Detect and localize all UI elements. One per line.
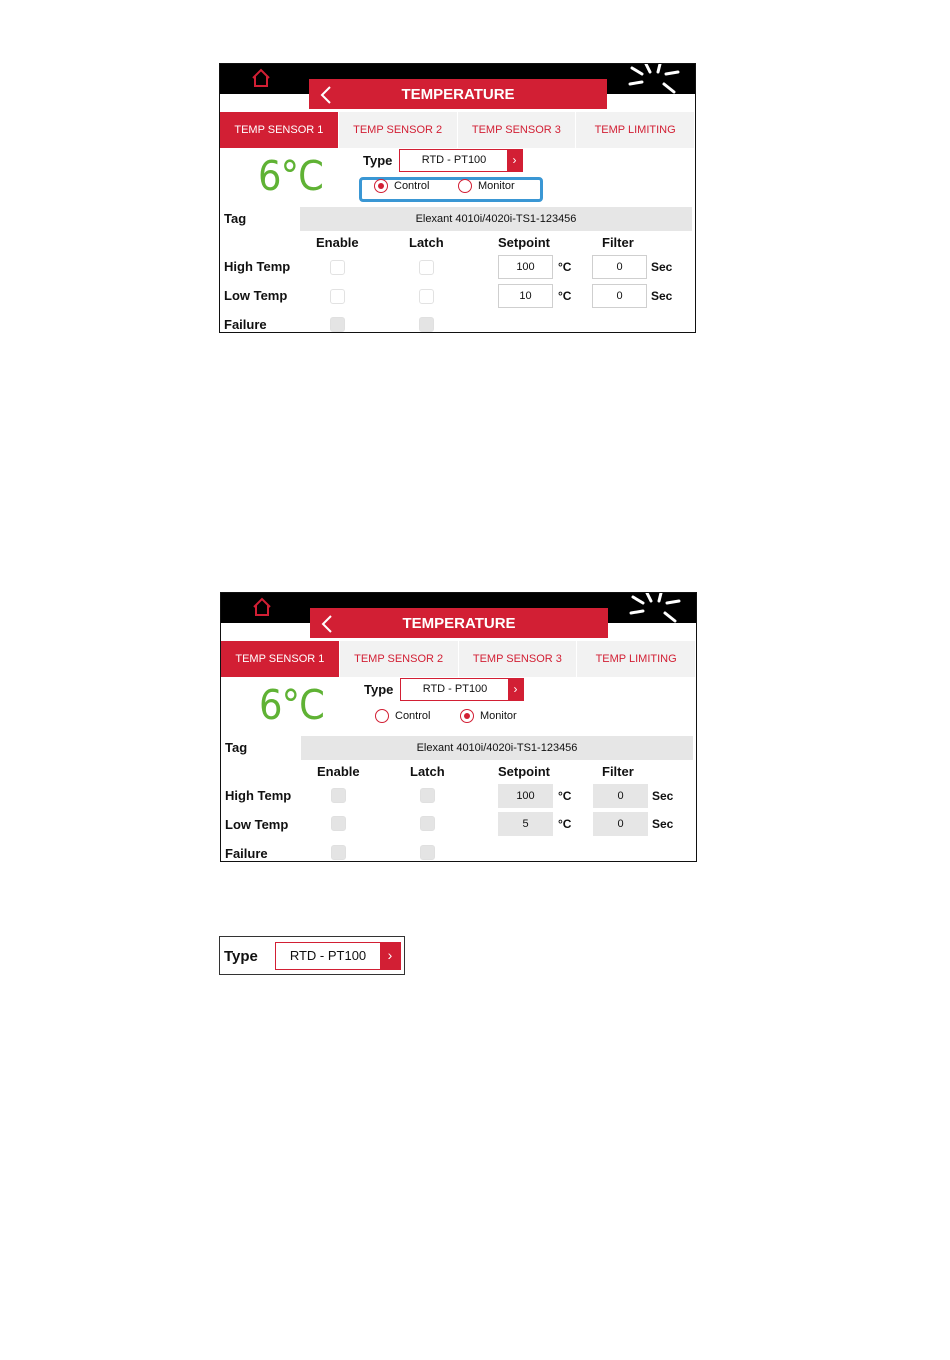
high-temp-setpoint-unit: °C bbox=[558, 789, 572, 803]
row-label-high-temp: High Temp bbox=[224, 259, 291, 274]
tab-temp-sensor-3[interactable]: TEMP SENSOR 3 bbox=[459, 641, 578, 677]
mode-radio-group bbox=[361, 707, 543, 729]
type-dropdown[interactable] bbox=[399, 149, 523, 172]
type-label: Type bbox=[364, 682, 394, 697]
tab-temp-limiting[interactable]: TEMP LIMITING bbox=[577, 641, 696, 677]
low-temp-filter-unit: Sec bbox=[652, 817, 674, 831]
radio-control-indicator[interactable] bbox=[375, 709, 389, 723]
failure-latch-checkbox bbox=[420, 845, 435, 860]
type-dropdown[interactable] bbox=[400, 678, 524, 701]
header-enable: Enable bbox=[317, 764, 360, 779]
high-temp-filter-input[interactable]: 0 bbox=[592, 255, 647, 279]
type-value: RTD - PT100 bbox=[421, 154, 487, 166]
chevron-right-icon[interactable]: › bbox=[507, 150, 522, 171]
high-temp-setpoint-unit: °C bbox=[558, 260, 572, 274]
loading-spinner-icon bbox=[624, 63, 684, 98]
low-temp-filter-input[interactable]: 0 bbox=[592, 284, 647, 308]
low-temp-setpoint-input: 5 bbox=[498, 812, 553, 836]
radio-monitor[interactable] bbox=[458, 179, 515, 193]
row-label-low-temp: Low Temp bbox=[225, 817, 289, 832]
failure-latch-checkbox bbox=[419, 317, 434, 332]
type-dropdown[interactable] bbox=[275, 942, 401, 970]
header-setpoint: Setpoint bbox=[498, 764, 550, 779]
radio-control-indicator[interactable] bbox=[374, 179, 388, 193]
failure-enable-checkbox bbox=[330, 317, 345, 332]
high-temp-filter-unit: Sec bbox=[651, 260, 673, 274]
page-title: TEMPERATURE bbox=[402, 615, 516, 632]
chevron-right-icon[interactable]: › bbox=[380, 943, 400, 969]
low-temp-enable-checkbox bbox=[331, 816, 346, 831]
low-temp-setpoint-unit: °C bbox=[558, 817, 572, 831]
type-value: RTD - PT100 bbox=[289, 948, 367, 963]
row-label-high-temp: High Temp bbox=[225, 788, 292, 803]
high-temp-enable-checkbox[interactable] bbox=[330, 260, 345, 275]
page-title: TEMPERATURE bbox=[401, 86, 515, 103]
tag-label: Tag bbox=[225, 740, 248, 755]
temperature-screen-control bbox=[219, 63, 696, 333]
high-temp-enable-checkbox bbox=[331, 788, 346, 803]
tag-label: Tag bbox=[224, 211, 247, 226]
radio-monitor-indicator[interactable] bbox=[460, 709, 474, 723]
high-temp-filter-input: 0 bbox=[593, 784, 648, 808]
chevron-right-icon[interactable]: › bbox=[508, 679, 523, 700]
row-label-low-temp: Low Temp bbox=[224, 288, 288, 303]
tab-temp-sensor-1[interactable]: TEMP SENSOR 1 bbox=[220, 112, 339, 148]
radio-monitor[interactable] bbox=[460, 709, 517, 723]
radio-control[interactable] bbox=[374, 179, 429, 193]
type-label: Type bbox=[363, 153, 393, 168]
low-temp-latch-checkbox bbox=[420, 816, 435, 831]
tag-field[interactable]: Elexant 4010i/4020i-TS1-123456 bbox=[301, 736, 693, 760]
failure-enable-checkbox bbox=[331, 845, 346, 860]
header-filter: Filter bbox=[602, 764, 634, 779]
page-title-bar bbox=[310, 608, 608, 638]
chevron-left-icon[interactable] bbox=[319, 85, 333, 105]
row-label-failure: Failure bbox=[224, 317, 267, 332]
radio-control-label: Control bbox=[394, 179, 430, 192]
radio-control[interactable] bbox=[375, 709, 430, 723]
tab-temp-sensor-2[interactable]: TEMP SENSOR 2 bbox=[340, 641, 459, 677]
header-enable: Enable bbox=[316, 235, 359, 250]
high-temp-filter-unit: Sec bbox=[652, 789, 674, 803]
header-filter: Filter bbox=[602, 235, 634, 250]
high-temp-setpoint-input[interactable]: 100 bbox=[498, 255, 553, 279]
page-title-bar bbox=[309, 79, 607, 109]
home-icon[interactable] bbox=[250, 67, 272, 89]
low-temp-filter-input: 0 bbox=[593, 812, 648, 836]
high-temp-latch-checkbox[interactable] bbox=[419, 260, 434, 275]
tab-bar bbox=[220, 112, 695, 148]
type-value: RTD - PT100 bbox=[422, 683, 488, 695]
tab-temp-limiting[interactable]: TEMP LIMITING bbox=[576, 112, 695, 148]
loading-spinner-icon bbox=[625, 592, 685, 627]
chevron-left-icon[interactable] bbox=[320, 614, 334, 634]
radio-control-label: Control bbox=[395, 709, 431, 722]
low-temp-setpoint-unit: °C bbox=[558, 289, 572, 303]
home-icon[interactable] bbox=[251, 596, 273, 618]
high-temp-latch-checkbox bbox=[420, 788, 435, 803]
header-latch: Latch bbox=[409, 235, 444, 250]
low-temp-enable-checkbox[interactable] bbox=[330, 289, 345, 304]
row-label-failure: Failure bbox=[225, 846, 268, 861]
low-temp-setpoint-input[interactable]: 10 bbox=[498, 284, 553, 308]
tab-temp-sensor-3[interactable]: TEMP SENSOR 3 bbox=[458, 112, 577, 148]
mode-radio-group bbox=[359, 177, 543, 202]
tag-field[interactable]: Elexant 4010i/4020i-TS1-123456 bbox=[300, 207, 692, 231]
temperature-screen-monitor bbox=[220, 592, 697, 862]
low-temp-filter-unit: Sec bbox=[651, 289, 673, 303]
radio-monitor-label: Monitor bbox=[480, 709, 517, 722]
current-temperature: 6°C bbox=[259, 681, 324, 729]
tab-bar bbox=[221, 641, 696, 677]
low-temp-latch-checkbox[interactable] bbox=[419, 289, 434, 304]
radio-monitor-indicator[interactable] bbox=[458, 179, 472, 193]
type-label: Type bbox=[224, 948, 258, 965]
current-temperature: 6°C bbox=[258, 152, 323, 200]
header-setpoint: Setpoint bbox=[498, 235, 550, 250]
radio-monitor-label: Monitor bbox=[478, 179, 515, 192]
tab-temp-sensor-2[interactable]: TEMP SENSOR 2 bbox=[339, 112, 458, 148]
header-latch: Latch bbox=[410, 764, 445, 779]
high-temp-setpoint-input: 100 bbox=[498, 784, 553, 808]
type-selector-detail bbox=[219, 936, 405, 975]
tab-temp-sensor-1[interactable]: TEMP SENSOR 1 bbox=[221, 641, 340, 677]
